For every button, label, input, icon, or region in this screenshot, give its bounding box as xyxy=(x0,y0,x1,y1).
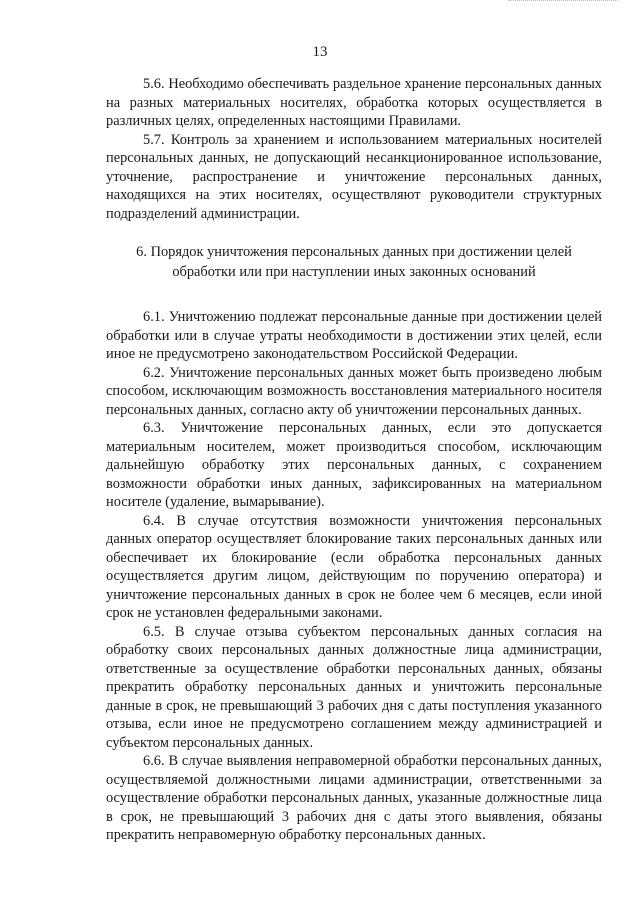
paragraph-5-7: 5.7. Контроль за хранением и использованием материальных носителей персональных данных, не допускающий несанкционированное использование, уточнение, распространение и уничтожение персональных данных, находящихся на этих носителях, осуществляют руководители структурных подразделений администрации. xyxy=(106,131,602,222)
paragraph-6-6: 6.6. В случае выявления неправомерной обработки персональных данных, осуществляемой должностными лицами администрации, ответственными за осуществление обработки персональных данных, указанные должностные лица в срок, не превышающий 3 рабочих дня с даты этого выявления, обязаны прекратить неправомерную обработку персональных данных. xyxy=(106,753,602,843)
document-body xyxy=(106,75,602,845)
page-number: 13 xyxy=(312,44,328,60)
paragraph-6-4: 6.4. В случае отсутствия возможности уничтожения персональных данных оператор осуществляет блокирование таких персональных данных или обеспечивает их блокирование (если обработка персональных данных осуществляется другим лицом, действующим по поручению оператора) и уничтожение персональных данных в срок не более чем 6 месяцев, если иной срок не установлен федеральными законами. xyxy=(106,512,602,621)
paragraph-6-5: 6.5. В случае отзыва субъектом персональных данных согласия на обработку своих персональных данных должностные лица администрации, ответственные за осуществление обработки персональных данных, обязаны прекратить обработку персональных данных и уничтожить персональные данные в срок, не превышающий 3 рабочих дня с даты поступления указанного отзыва, если иное не предусмотрено соглашением между администрацией и субъектом персональных данных. xyxy=(106,623,602,751)
scan-edge-mark xyxy=(508,0,618,5)
paragraph-6-3: 6.3. Уничтожение персональных данных, если это допускается материальным носителем, может производиться способом, исключающим дальнейшую обработку этих персональных данных, с сохранением возможности обработки иных данных, зафиксированных на материальном носителе (удаление, вымарывание). xyxy=(106,420,602,510)
paragraph-6-1: 6.1. Уничтожению подлежат персональные данные при достижении целей обработки или в случае утраты необходимости в достижении этих целей, если иное не предусмотрено законодательством Российской Федерации. xyxy=(106,309,602,362)
section-6-heading-line-1: 6. Порядок уничтожения персональных данных при достижении целей xyxy=(136,244,572,260)
paragraph-5-6: 5.6. Необходимо обеспечивать раздельное хранение персональных данных на разных материальных носителях, обработка которых осуществляется в различных целях, определенных настоящими Правилами. xyxy=(106,76,602,129)
section-6-heading-line-2: обработки или при наступлении иных законных оснований xyxy=(172,264,536,280)
section-6-heading xyxy=(106,242,602,282)
paragraph-6-2: 6.2. Уничтожение персональных данных может быть произведено любым способом, исключающим возможность восстановления материального носителя персональных данных, согласно акту об уничтожении персональных данных. xyxy=(106,364,602,418)
